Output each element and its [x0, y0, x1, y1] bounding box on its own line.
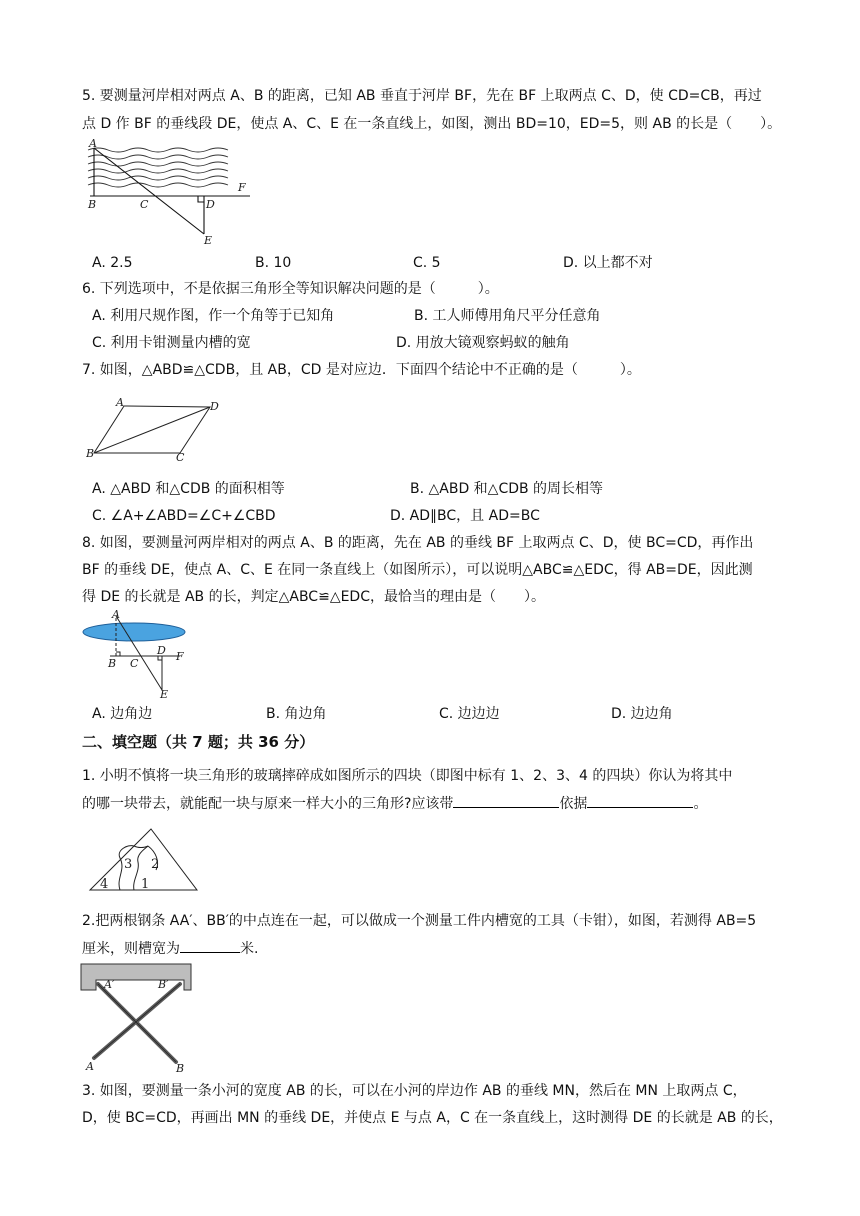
f2-line2-text-a: 厘米，则槽宽为: [82, 941, 180, 957]
q8-stem-line3: 得 DE 的长就是 AB 的长，判定△ABC≌△EDC，最恰当的理由是（ ）。: [82, 589, 545, 605]
q7-figure: [86, 395, 226, 463]
f3-stem-line1: 3. 如图，要测量一条小河的宽度 AB 的长，可以在小河的岸边作 AB 的垂线 MN，然后在 MN 上取两点 C，: [82, 1083, 747, 1099]
q8-option-d[interactable]: D. 边边角: [611, 706, 673, 722]
q5-label-c: C: [140, 198, 149, 211]
f1-label-1: 1: [141, 877, 150, 892]
q5-stem-line2: 点 D 作 BF 的垂线段 DE，使点 A、C、E 在一条直线上，如图，测出 BD=10，ED=5，则 AB 的长是（ ）。: [82, 116, 782, 132]
f1-line2-text-b: 依据: [559, 796, 588, 812]
q7-label-d: D: [210, 400, 219, 413]
f1-label-4: 4: [100, 877, 109, 892]
q5-option-a[interactable]: A. 2.5: [92, 255, 133, 271]
section-title: 二、填空题（共 7 题；共 36 分）: [82, 733, 315, 751]
q5-label-e: E: [204, 234, 213, 247]
q7-stem: 7. 如图，△ABD≌△CDB，且 AB，CD 是对应边．下面四个结论中不正确的是（ ）。: [82, 362, 641, 378]
f2-stem-line2: [82, 938, 258, 959]
f1-stem-line2: [82, 793, 707, 814]
f2-figure: [80, 962, 195, 1074]
q7-option-c[interactable]: C. ∠A+∠ABD=∠C+∠CBD: [92, 508, 276, 524]
f1-label-3: 3: [124, 857, 133, 872]
q5-stem-line1: 5. 要测量河岸相对两点 A、B 的距离，已知 AB 垂直于河岸 BF，先在 BF 上取两点 C、D，使 CD=CB，再过: [82, 88, 762, 104]
f1-figure: [86, 826, 201, 896]
q8-label-b: B: [108, 657, 117, 670]
q6-option-b[interactable]: B. 工人师傅用角尺平分任意角: [414, 308, 601, 324]
f1-stem-line1: 1. 小明不慎将一块三角形的玻璃摔碎成如图所示的四块（即图中标有 1、2、3、4 的四块）你认为将其中: [82, 768, 733, 784]
f2-label-a-prime: A′: [104, 978, 115, 991]
q8-label-c: C: [130, 657, 139, 670]
q8-label-e: E: [160, 688, 169, 700]
q5-figure: [80, 138, 260, 250]
q5-label-b: B: [88, 198, 97, 211]
f3-stem-line2: D，使 BC=CD，再画出 MN 的垂线 DE，并使点 E 与点 A，C 在一条直线上，这时测得 DE 的长就是 AB 的长，: [82, 1110, 783, 1126]
f1-blank-reason[interactable]: [587, 793, 693, 808]
q5-option-b[interactable]: B. 10: [255, 255, 292, 271]
q5-label-a: A: [89, 138, 97, 150]
q7-option-d[interactable]: D. AD∥BC，且 AD=BC: [390, 508, 540, 524]
f2-line2-text-b: 米.: [240, 941, 259, 957]
f2-label-b: B: [176, 1062, 185, 1074]
q8-stem-line1: 8. 如图，要测量河两岸相对的两点 A、B 的距离，先在 AB 的垂线 BF 上取两点 C、D，使 BC=CD，再作出: [82, 535, 754, 551]
q7-option-b[interactable]: B. △ABD 和△CDB 的周长相等: [410, 481, 604, 497]
q8-stem-line2: BF 的垂线 DE，使点 A、C、E 在同一条直线上（如图所示），可以说明△ABC≌△EDC，得 AB=DE，因此测: [82, 562, 753, 578]
q6-option-a[interactable]: A. 利用尺规作图，作一个角等于已知角: [92, 308, 335, 324]
f1-blank-piece[interactable]: [453, 793, 559, 808]
f2-label-b-prime: B′: [158, 978, 169, 991]
f1-label-2: 2: [151, 857, 160, 872]
q7-label-a: A: [116, 396, 124, 409]
q5-label-f: F: [238, 181, 246, 194]
q8-option-c[interactable]: C. 边边边: [439, 706, 500, 722]
q8-option-a[interactable]: A. 边角边: [92, 706, 153, 722]
q7-label-b: B: [86, 447, 95, 460]
q8-figure: [82, 608, 192, 700]
q6-option-c[interactable]: C. 利用卡钳测量内槽的宽: [92, 335, 251, 351]
f2-stem-line1: 2.把两根钢条 AA′、BB′的中点连在一起，可以做成一个测量工件内槽宽的工具（卡钳），如图，若测得 AB=5: [82, 913, 757, 929]
q5-label-d: D: [206, 198, 215, 211]
q8-option-b[interactable]: B. 角边角: [266, 706, 327, 722]
f2-blank-width[interactable]: [180, 938, 240, 953]
q7-label-c: C: [176, 451, 185, 463]
q5-option-c[interactable]: C. 5: [413, 255, 441, 271]
f1-line2-text-a: 的哪一块带去，就能配一块与原来一样大小的三角形?应该带: [82, 796, 454, 812]
q6-stem: 6. 下列选项中，不是依据三角形全等知识解决问题的是（ ）。: [82, 281, 499, 297]
f2-label-a: A: [86, 1060, 94, 1073]
q8-label-a: A: [112, 608, 120, 621]
q5-option-d[interactable]: D. 以上都不对: [563, 255, 653, 271]
q7-option-a[interactable]: A. △ABD 和△CDB 的面积相等: [92, 481, 285, 497]
q6-option-d[interactable]: D. 用放大镜观察蚂蚁的触角: [396, 335, 570, 351]
q8-label-d: D: [157, 644, 166, 657]
q8-label-f: F: [176, 650, 184, 663]
f1-line2-text-c: 。: [693, 796, 708, 812]
